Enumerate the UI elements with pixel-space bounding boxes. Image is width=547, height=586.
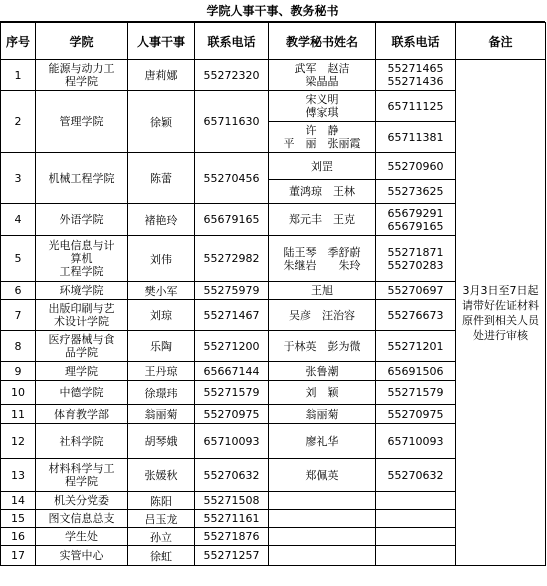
cell-sec-phone bbox=[376, 492, 456, 510]
cell-hr-phone: 65710093 bbox=[195, 424, 269, 459]
cell-text-line: 吴彦 汪治容 bbox=[289, 308, 355, 322]
cell-text-line: 工程学院 bbox=[59, 265, 104, 278]
cell-college bbox=[36, 300, 128, 331]
cell-text-line: 算机 bbox=[70, 252, 93, 265]
cell-text-line: 能源与动力工 bbox=[48, 62, 115, 75]
cell-text-line: 平 丽 张丽霞 bbox=[283, 137, 361, 150]
cell-sec-phone bbox=[376, 405, 456, 424]
cell-text-line: 郑元丰 王克 bbox=[289, 213, 355, 226]
cell-sec-phone bbox=[376, 331, 456, 362]
cell-text-line: 术设计学院 bbox=[54, 315, 109, 328]
cell-seq: 9 bbox=[1, 362, 36, 381]
cell-sec-phone bbox=[376, 180, 456, 204]
cell-college bbox=[36, 459, 128, 492]
cell-text-line: 陆王琴 季舒蔚 bbox=[283, 245, 361, 259]
cell-college bbox=[36, 153, 128, 204]
cell-seq: 17 bbox=[1, 546, 36, 566]
cell-text-line: 廖礼华 bbox=[305, 434, 339, 448]
cell-sec-phone bbox=[376, 153, 456, 180]
cell-text-line: 程学院 bbox=[65, 475, 98, 488]
cell-sec-phone bbox=[376, 546, 456, 566]
cell-hr-phone: 55271200 bbox=[195, 331, 269, 362]
cell-secretary bbox=[269, 204, 376, 236]
cell-text-line: 张鲁潮 bbox=[305, 364, 339, 378]
cell-text-line: 程学院 bbox=[65, 75, 98, 88]
cell-text-line: 体育教学部 bbox=[54, 407, 109, 421]
cell-hr-phone: 55271508 bbox=[195, 492, 269, 510]
cell-secretary bbox=[269, 381, 376, 405]
cell-college bbox=[36, 331, 128, 362]
header-hr-phone: 联系电话 bbox=[195, 23, 269, 60]
cell-text-line: 65710093 bbox=[387, 434, 444, 448]
cell-hr: 王丹琼 bbox=[128, 362, 195, 381]
cell-seq: 14 bbox=[1, 492, 36, 510]
cell-text-line: 55270697 bbox=[387, 284, 444, 297]
cell-hr: 孙立 bbox=[128, 528, 195, 546]
cell-sec-phone bbox=[376, 60, 456, 91]
cell-sec-phone bbox=[376, 122, 456, 153]
cell-college bbox=[36, 546, 128, 566]
cell-note bbox=[456, 60, 546, 566]
cell-hr: 陈阳 bbox=[128, 492, 195, 510]
cell-hr-phone: 55271579 bbox=[195, 381, 269, 405]
header-sec-phone: 联系电话 bbox=[376, 23, 456, 60]
cell-hr-phone: 65667144 bbox=[195, 362, 269, 381]
cell-hr: 翁丽菊 bbox=[128, 405, 195, 424]
table-row bbox=[1, 60, 546, 91]
cell-text-line: 机关分党委 bbox=[54, 494, 109, 507]
cell-sec-phone bbox=[376, 528, 456, 546]
cell-text-line: 55276673 bbox=[387, 308, 444, 322]
cell-college bbox=[36, 405, 128, 424]
sheet-title: 学院人事干事、教务秘书 bbox=[0, 0, 545, 22]
cell-secretary bbox=[269, 528, 376, 546]
cell-secretary bbox=[269, 405, 376, 424]
cell-sec-phone bbox=[376, 204, 456, 236]
cell-text-line: 董鸿琼 王林 bbox=[289, 185, 355, 198]
cell-hr: 吕玉龙 bbox=[128, 510, 195, 528]
cell-sec-phone bbox=[376, 300, 456, 331]
cell-text-line: 65711125 bbox=[387, 99, 444, 113]
cell-text-line: 材料科学与工 bbox=[48, 462, 115, 475]
cell-college bbox=[36, 60, 128, 91]
cell-text-line: 65691506 bbox=[387, 364, 444, 378]
cell-text-line: 55270960 bbox=[387, 159, 444, 173]
cell-text-line: 武军 赵洁 bbox=[294, 62, 350, 75]
cell-hr-phone: 55271161 bbox=[195, 510, 269, 528]
cell-text-line: 于林英 彭为微 bbox=[283, 339, 361, 353]
header-secretary: 教学秘书姓名 bbox=[269, 23, 376, 60]
cell-college bbox=[36, 528, 128, 546]
cell-hr: 徐颖 bbox=[128, 91, 195, 153]
cell-secretary bbox=[269, 236, 376, 282]
cell-text-line: 55270975 bbox=[387, 407, 444, 421]
cell-secretary bbox=[269, 331, 376, 362]
cell-hr-phone: 55272982 bbox=[195, 236, 269, 282]
header-note: 备注 bbox=[456, 23, 546, 60]
cell-seq: 11 bbox=[1, 405, 36, 424]
cell-text-line: 55271201 bbox=[387, 339, 444, 353]
cell-seq: 13 bbox=[1, 459, 36, 492]
header-hr: 人事干事 bbox=[128, 23, 195, 60]
cell-text-line: 傅家琪 bbox=[305, 106, 339, 119]
cell-college bbox=[36, 492, 128, 510]
cell-secretary bbox=[269, 122, 376, 153]
cell-text-line: 许 静 bbox=[305, 124, 339, 137]
cell-college bbox=[36, 510, 128, 528]
cell-hr-phone: 55271876 bbox=[195, 528, 269, 546]
cell-hr: 刘琼 bbox=[128, 300, 195, 331]
cell-secretary bbox=[269, 180, 376, 204]
cell-text-line: 刘 颖 bbox=[305, 386, 339, 399]
cell-text-line: 学生处 bbox=[65, 530, 98, 543]
cell-hr-phone: 55270975 bbox=[195, 405, 269, 424]
cell-hr-phone: 55275979 bbox=[195, 282, 269, 300]
cell-hr: 樊小军 bbox=[128, 282, 195, 300]
cell-text-line: 外语学院 bbox=[59, 213, 104, 226]
cell-text-line: 图文信息总支 bbox=[48, 512, 115, 525]
cell-text-line: 管理学院 bbox=[59, 115, 104, 128]
cell-text-line: 朱继岩 朱玲 bbox=[283, 258, 361, 272]
cell-secretary bbox=[269, 91, 376, 122]
cell-hr-phone: 55271467 bbox=[195, 300, 269, 331]
cell-seq: 15 bbox=[1, 510, 36, 528]
cell-sec-phone bbox=[376, 424, 456, 459]
cell-text-line: 品学院 bbox=[65, 346, 98, 359]
header-college: 学院 bbox=[36, 23, 128, 60]
cell-hr-phone: 65679165 bbox=[195, 204, 269, 236]
cell-hr-phone: 55270456 bbox=[195, 153, 269, 204]
cell-text-line: 翁丽菊 bbox=[305, 407, 339, 421]
cell-text-line: 55273625 bbox=[387, 185, 444, 198]
cell-college bbox=[36, 282, 128, 300]
cell-seq: 5 bbox=[1, 236, 36, 282]
cell-hr-phone: 55271257 bbox=[195, 546, 269, 566]
cell-seq: 8 bbox=[1, 331, 36, 362]
cell-seq: 12 bbox=[1, 424, 36, 459]
cell-sec-phone bbox=[376, 381, 456, 405]
header-row bbox=[1, 23, 546, 60]
cell-secretary bbox=[269, 153, 376, 180]
cell-secretary bbox=[269, 546, 376, 566]
cell-sec-phone bbox=[376, 362, 456, 381]
cell-text-line: 65679165 bbox=[387, 219, 444, 233]
cell-hr: 刘伟 bbox=[128, 236, 195, 282]
cell-text-line: 55270632 bbox=[387, 468, 444, 482]
cell-college bbox=[36, 236, 128, 282]
cell-text-line: 55270283 bbox=[387, 258, 444, 272]
cell-secretary bbox=[269, 424, 376, 459]
cell-seq: 4 bbox=[1, 204, 36, 236]
cell-college bbox=[36, 362, 128, 381]
note-text: 3月3日至7日起请带好佐证材料原件到相关人员处进行审核 bbox=[462, 283, 539, 342]
cell-sec-phone bbox=[376, 282, 456, 300]
cell-hr: 乐陶 bbox=[128, 331, 195, 362]
cell-secretary bbox=[269, 282, 376, 300]
cell-seq: 2 bbox=[1, 91, 36, 153]
table-body bbox=[1, 60, 546, 566]
cell-text-line: 65679291 bbox=[387, 206, 444, 220]
cell-hr-phone: 55270632 bbox=[195, 459, 269, 492]
cell-text-line: 实管中心 bbox=[59, 549, 104, 562]
cell-sec-phone bbox=[376, 91, 456, 122]
cell-college bbox=[36, 381, 128, 405]
cell-text-line: 理学院 bbox=[65, 364, 98, 378]
cell-secretary bbox=[269, 492, 376, 510]
cell-hr: 徐虹 bbox=[128, 546, 195, 566]
cell-college bbox=[36, 424, 128, 459]
cell-text-line: 环境学院 bbox=[59, 284, 104, 297]
cell-sec-phone bbox=[376, 236, 456, 282]
cell-text-line: 宋义明 bbox=[305, 93, 339, 106]
cell-seq: 3 bbox=[1, 153, 36, 204]
cell-college bbox=[36, 204, 128, 236]
cell-secretary bbox=[269, 60, 376, 91]
cell-text-line: 王旭 bbox=[311, 284, 333, 297]
cell-text-line: 中德学院 bbox=[59, 386, 104, 399]
cell-text-line: 光电信息与计 bbox=[48, 239, 115, 252]
cell-hr-phone: 55272320 bbox=[195, 60, 269, 91]
cell-secretary bbox=[269, 459, 376, 492]
cell-text-line: 出版印刷与艺 bbox=[48, 302, 115, 315]
cell-hr: 陈蕾 bbox=[128, 153, 195, 204]
cell-text-line: 机械工程学院 bbox=[48, 171, 115, 185]
cell-seq: 7 bbox=[1, 300, 36, 331]
cell-hr: 胡琴娥 bbox=[128, 424, 195, 459]
cell-hr: 褚艳玲 bbox=[128, 204, 195, 236]
cell-text-line: 医疗器械与食 bbox=[48, 333, 115, 346]
cell-seq: 1 bbox=[1, 60, 36, 91]
cell-text-line: 55271871 bbox=[387, 245, 444, 259]
cell-hr: 徐璟玮 bbox=[128, 381, 195, 405]
cell-hr: 张媛秋 bbox=[128, 459, 195, 492]
cell-seq: 10 bbox=[1, 381, 36, 405]
cell-text-line: 55271436 bbox=[387, 75, 444, 88]
cell-text-line: 梁晶晶 bbox=[305, 75, 339, 88]
header-seq: 序号 bbox=[1, 23, 36, 60]
cell-secretary bbox=[269, 510, 376, 528]
cell-text-line: 刘罡 bbox=[311, 159, 333, 173]
cell-text-line: 55271579 bbox=[387, 386, 444, 399]
cell-text-line: 社科学院 bbox=[59, 434, 104, 448]
cell-hr-phone: 65711630 bbox=[195, 91, 269, 153]
cell-text-line: 55271465 bbox=[387, 62, 444, 75]
cell-sec-phone bbox=[376, 459, 456, 492]
cell-sec-phone bbox=[376, 510, 456, 528]
cell-secretary bbox=[269, 300, 376, 331]
cell-college bbox=[36, 91, 128, 153]
cell-hr: 唐莉娜 bbox=[128, 60, 195, 91]
cell-seq: 16 bbox=[1, 528, 36, 546]
cell-secretary bbox=[269, 362, 376, 381]
cell-text-line: 郑佩英 bbox=[305, 468, 339, 482]
cell-seq: 6 bbox=[1, 282, 36, 300]
cell-text-line: 65711381 bbox=[387, 130, 444, 144]
staff-table bbox=[0, 22, 546, 566]
